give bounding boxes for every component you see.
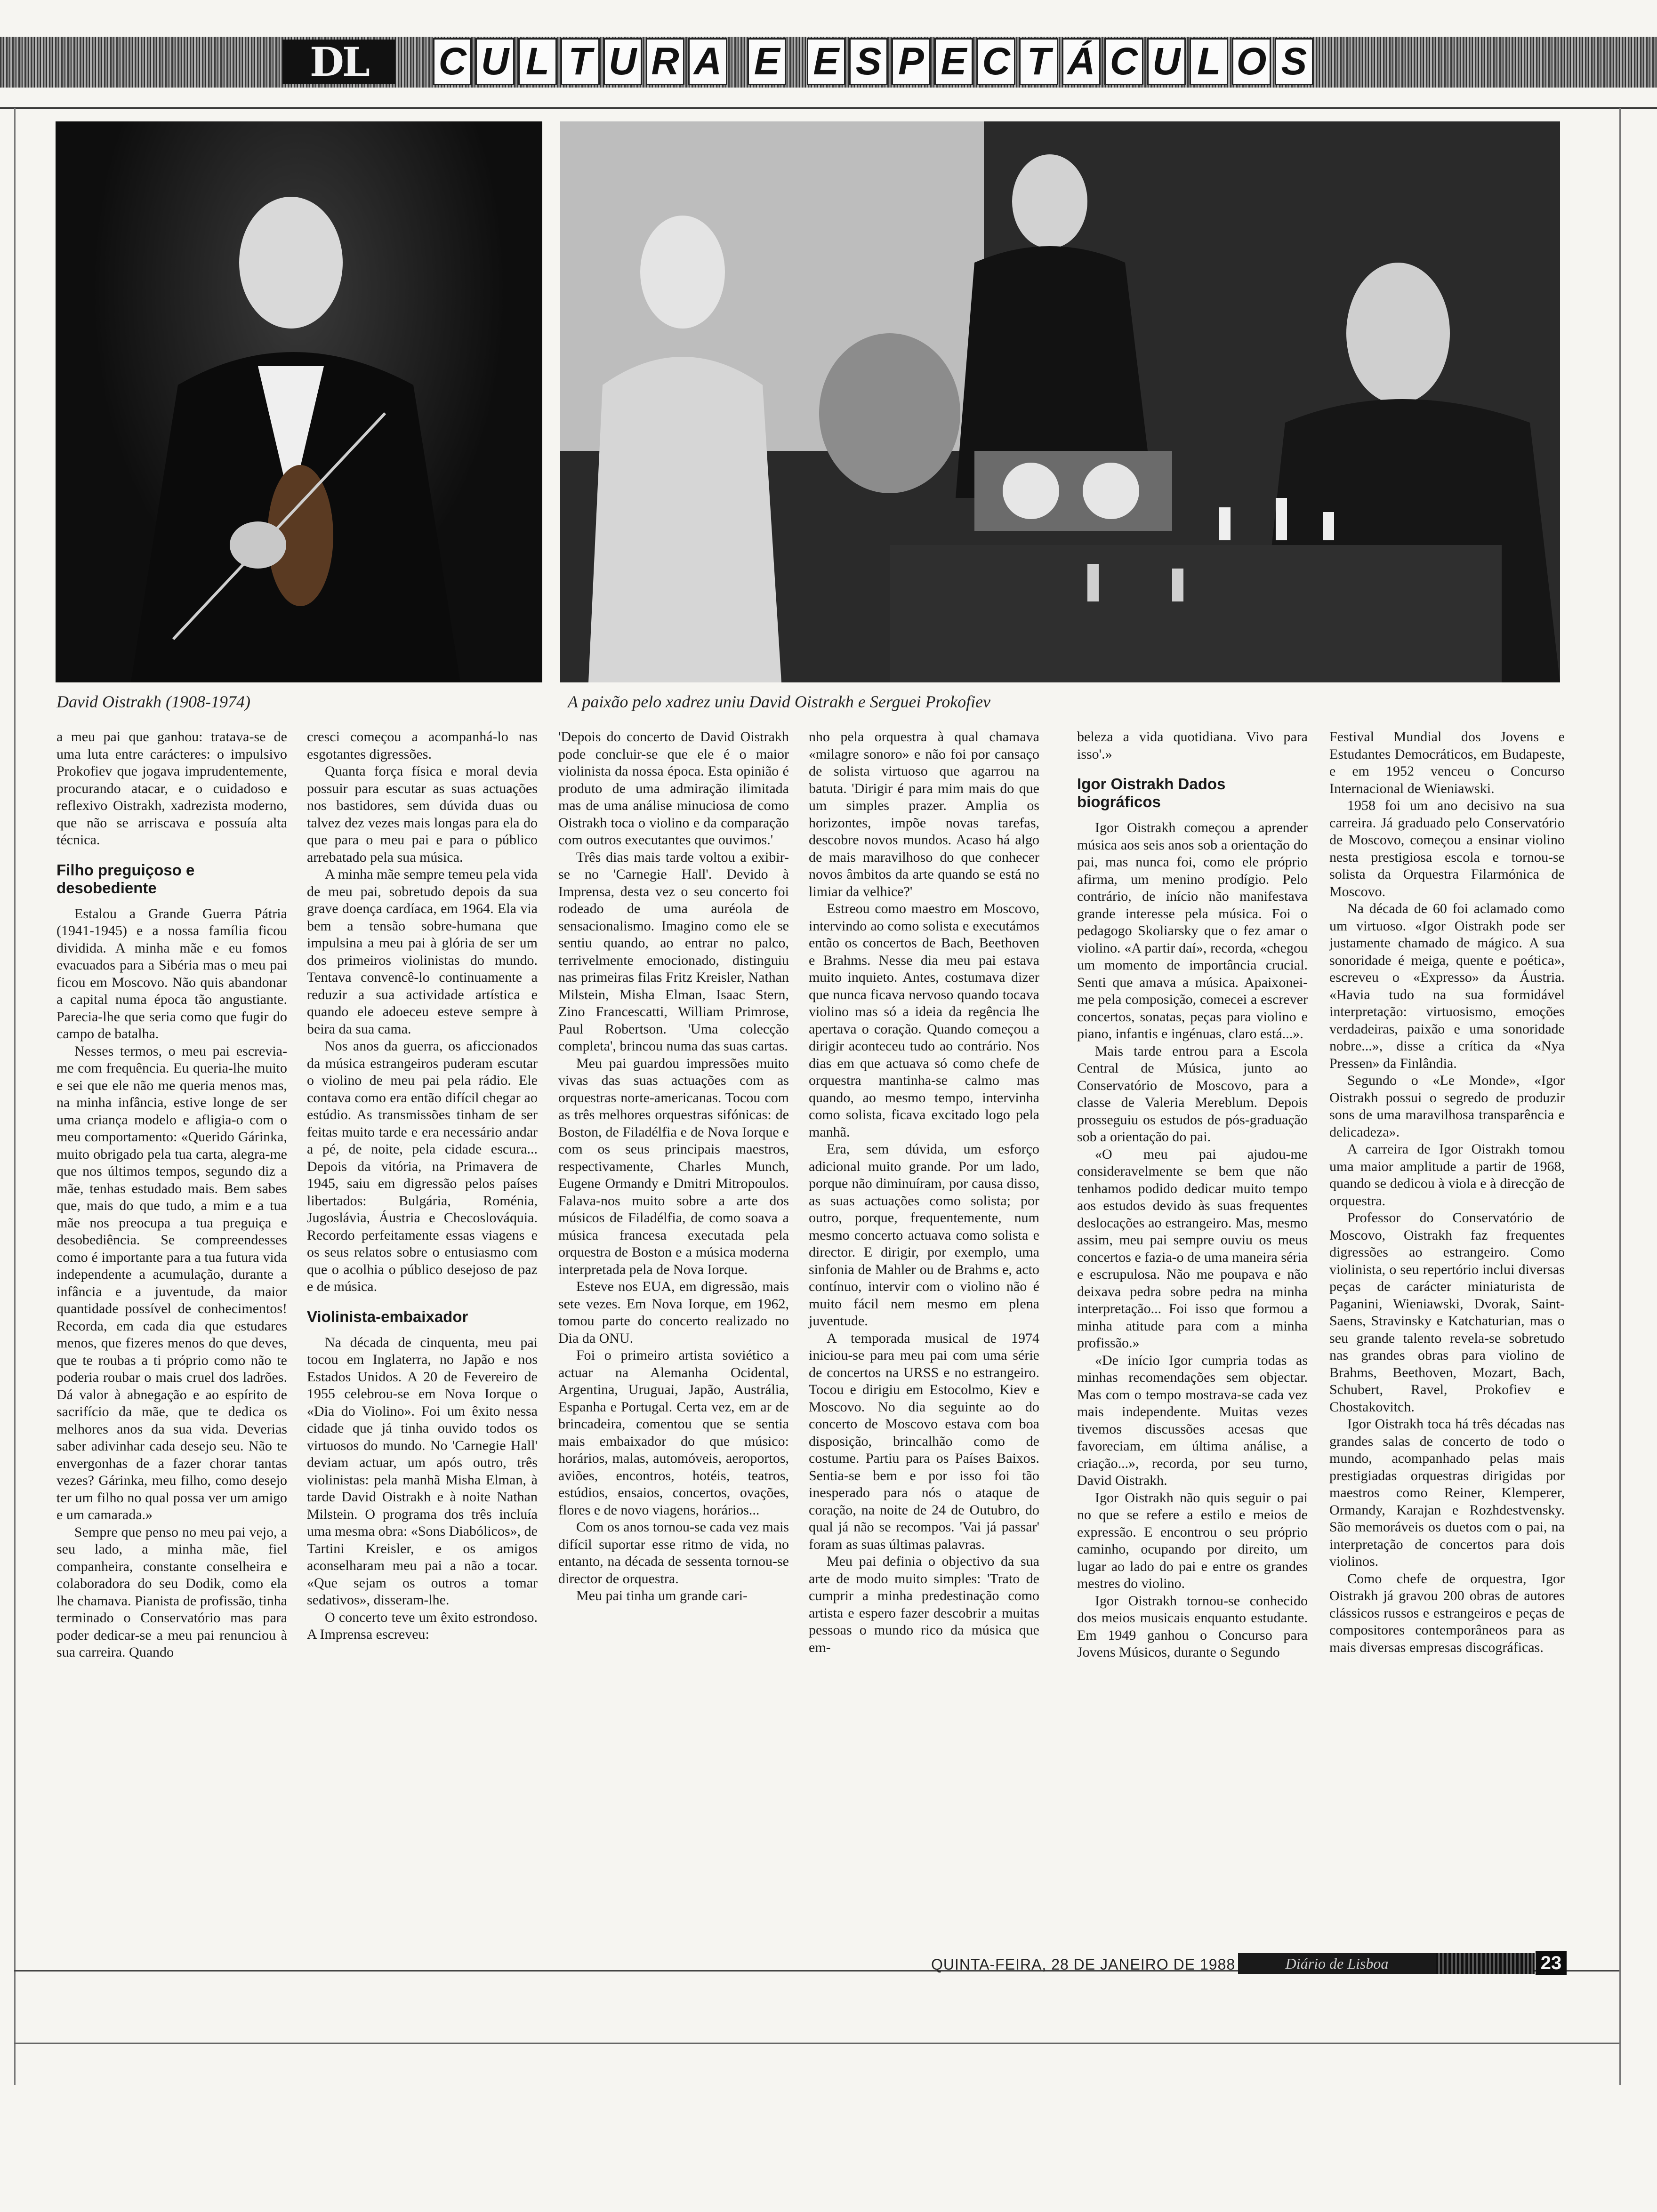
paragraph: Quanta força física e moral devia possuir para escutar as suas actuações nos bastidores, sem dúvida duas ou talvez dez vezes mais longas para ela do que para o meu pai e para o público arrebatado pela sua música. [307, 763, 538, 865]
masthead-rule [0, 107, 1657, 109]
paragraph: Nos anos da guerra, os aficcionados da música estrangeiros puderam escutar o violino de meu pai pela rádio. Ele contava como era então difícil chegar ao estúdio. As transmissões tinham de ser feitas muito tarde e era necessário andar a pé, de noite, pela cidade escura... Depois da vitória, na Primavera de 1945, saiu em digressão pelos países libertados: Bulgária, Roménia, Jugoslávia, Áustria e Checoslováquia. Recordo perfeitamente essas viagens e os seus relatos sobre o entusiasmo com que o acolhia o público desejoso de paz e de música. [307, 1038, 538, 1294]
page-edge-right [1619, 108, 1621, 2085]
paragraph: Igor Oistrakh toca há três décadas nas grandes salas de concerto de todo o mundo, acompanhado pelas mais prestigiadas orquestras dirigidas por maestros como Reiner, Klemperer, Ormandy, Karajan e Rozhdestvensky. São memoráveis os duetos com o pai, na interpretação de concertos para dois violinos. [1329, 1416, 1565, 1569]
section-title-letter: R [646, 38, 684, 85]
paragraph: Segundo o «Le Monde», «Igor Oistrakh possui o segredo de produzir sons de uma maravilhosa transparência e delicadeza». [1329, 1073, 1565, 1140]
caption-left-photo: David Oistrakh (1908-1974) [56, 692, 250, 711]
paragraph: 1958 foi um ano decisivo na sua carreira. Já graduado pelo Conservatório de Moscovo, começou a ensinar violino nesta prestigiosa escola e tornou-se solista da Orquestra Filarmónica de Moscovo. [1329, 798, 1565, 899]
paragraph: 'Depois do concerto de David Oistrakh pode concluir-se que ele é o maior violinista da nossa época. Esta opinião é produto de uma admiração ilimitada mas de uma análise minuciosa de como Oistrakh toca o violino e da comparação com outros executantes que ouvimos.' [558, 729, 789, 848]
section-title-letter: C [1104, 38, 1143, 85]
section-title-letter: C [977, 38, 1015, 85]
paragraph: «O meu pai ajudou-me consideravelmente se bem que não tenhamos podido dedicar muito tempo aos estudos devido às suas frequentes deslocações ao estrangeiro. Mas, mesmo assim, meu pai sempre ouviu os meus concertos e fazia-o de uma maneira séria e escrupulosa. Não me poupava e não deixava pedra sobre pedra na minha interpretação... Foi isso que formou a minha atitude para com a minha profissão.» [1077, 1146, 1308, 1351]
section-title-letter: T [1019, 38, 1058, 85]
section-title-letter: S [849, 38, 888, 85]
section-title-letter: E [748, 38, 786, 85]
section-title-letter: U [603, 38, 642, 85]
paragraph: Meu pai tinha um grande cari- [576, 1588, 748, 1603]
section-title-letter: S [1275, 38, 1313, 85]
section-title-letter: E [807, 38, 845, 85]
photo-david-oistrakh [56, 121, 542, 682]
footer-decorative-band [1436, 1953, 1535, 1974]
paragraph: Nesses termos, o meu pai escrevia-me com frequência. Eu queria-lhe muito e sei que ele não me queria menos mas, na minha infância, estive longe de ser uma criança modelo e afligia-o com o meu comportamento: «Querido Gárinka, muito obrigado pela tua carta, alegra-me que nos últimos tempos, segundo diz a mãe, tenhas estudado mais. Bem sabes que, mais do que tudo, a mim e a tua mãe nos preocupa a tua preguiça e desobediência. Se compreendesses como é importante para a tua futura vida independente a acumulação, durante a infância e a juventude, da maior quantidade possível de conhecimentos! Recorda, em cada dia que estudares menos, que fizeres menos do que deves, que te roubas a ti próprio como não te poderia roubar o mais cruel dos ladrões. Dá valor à abnegação e ao espírito de sacrifício da mãe, que te dedica os melhores anos da sua vida. Deverias saber adivinhar cada desejo seu. Não te envergonhas de a fazer chorar tantas vezes? Gárinka, meu filho, como desejo ter um filho no qual possa ver um amigo e um camarada.» [56, 1043, 287, 1523]
footer-newspaper-name: Diário de Lisboa [1238, 1953, 1436, 1974]
paragraph: Na década de 60 foi aclamado como um virtuoso. «Igor Oistrakh pode ser justamente chamado de mágico. A sua sonoridade é meiga, quente e poética», escreveu o «Expresso» da Áustria. «Havia tudo na sua formidável interpretação: virtuosismo, emoções verdadeiras, paixão e uma sonoridade nobre...», disse a crítica da «Nya Pressen» da Finlândia. [1329, 901, 1565, 1071]
paragraph: Igor Oistrakh tornou-se conhecido dos meios musicais enquanto estudante. Em 1949 ganhou o Concurso para Jovens Músicos, durante o Segundo [1077, 1593, 1308, 1660]
paragraph: cresci começou a acompanhá-lo nas esgotantes digressões. [307, 729, 538, 762]
paragraph: Com os anos tornou-se cada vez mais difícil suportar esse ritmo de vida, no entanto, na década de sessenta tornou-se director de orquestra. [558, 1519, 789, 1587]
newspaper-logo: DL [282, 40, 395, 84]
section-title-letter: E [934, 38, 973, 85]
section-title-letter: T [561, 38, 599, 85]
subheading-violinista-embaixador: Violinista-embaixador [307, 1307, 468, 1325]
page-number: 23 [1536, 1951, 1567, 1975]
paragraph: Três dias mais tarde voltou a exibir-se no 'Carnegie Hall'. Devido à Imprensa, desta vez o seu concerto foi rodeado de uma auréola de sensacionalismo. Imagino como ele se sentiu quando, ao entrar no palco, terrivelmente emocionado, distinguiu nas primeiras filas Fritz Kreisler, Nathan Milstein, Misha Elman, Isaac Stern, Zino Francescatti, William Primrose, Paul Robertson. 'Uma colecção completa', brincou numa das suas cartas. [558, 849, 789, 1054]
paragraph: a meu pai que ganhou: tratava-se de uma luta entre carácteres: o impulsivo Prokofiev que jogava imprudentemente, procurando atacar, e o cuidadoso e reflexivo Oistrakh, xadrezista moderno, que não se arriscava e possuía alta técnica. [56, 729, 287, 848]
article-column-2 [307, 729, 538, 1643]
paragraph: beleza a vida quotidiana. Vivo para isso'.» [1077, 729, 1308, 762]
article-column-3 [558, 729, 789, 1605]
section-title-letter: C [433, 38, 472, 85]
paragraph: Estreou como maestro em Moscovo, intervindo ao como solista e executámos então os concertos de Bach, Beethoven e Brahms. Nesse dia meu pai estava muito inquieto. Antes, costumava dizer que nunca ficava nervoso quando tocava violino mas só a ideia da regência lhe apertava o coração. Quando começou a dirigir aconteceu tudo ao contrário. Nos dias em que actuava só como chefe de orquestra mantinha-se calmo mas quando, ao mesmo tempo, intervinha como solista, ficava excitado logo pela manhã. [809, 901, 1039, 1140]
photo-chess-game [560, 121, 1560, 682]
section-title-letter: U [1147, 38, 1186, 85]
paragraph: Festival Mundial dos Jovens e Estudantes Democráticos, em Budapeste, e em 1952 venceu o Concurso Internacional de Wieniawski. [1329, 729, 1565, 796]
subheading-igor-oistrakh: Igor Oistrakh Dados biográficos [1077, 775, 1226, 810]
section-title-letter: P [892, 38, 930, 85]
paragraph: Professor do Conservatório de Moscovo, Oistrakh faz frequentes digressões ao estrangeiro. Como violinista, o seu repertório inclui diversas peças de carácter miniaturista de Paganini, Wieniawski, Dvorak, Saint-Saens, Stravinsky e Katchaturian, mas o seu grande talento revela-se sobretudo nas grandes obras para violino de Brahms, Beethoven, Mozart, Bach, Schubert, Ravel, Prokofiev e Chostakovitch. [1329, 1210, 1565, 1415]
caption-right-photo: A paixão pelo xadrez uniu David Oistrakh e Serguei Prokofiev [568, 692, 991, 711]
article-column-4 [809, 729, 1039, 1656]
article-column-6 [1329, 729, 1565, 1656]
section-title [433, 39, 1313, 85]
paragraph: Igor Oistrakh não quis seguir o pai no que se refere a estilo e meios de expressão. E encontrou o seu próprio caminho, ocupando por direito, um lugar ao lado do pai e entre os grandes mestres do violino. [1077, 1490, 1308, 1591]
page-edge-left [14, 108, 16, 2085]
article-column-1 [56, 729, 287, 1661]
section-title-letter: U [475, 38, 514, 85]
paragraph: Igor Oistrakh começou a aprender música aos seis anos sob a orientação do pai, mas nunca foi, como ele próprio afirma, um menino prodígio. Pelo contrário, de início não manifestava grande interesse pela música. Foi o pedagogo Skoliarsky que o fez amar o violino. «A partir daí», recorda, «chegou um momento de importância crucial. Senti que amava a música. Apaixonei-me pela composição, comecei a escrever concertos, sonatas, peças para violino e piano, infantis e ingénuas, claro está...». [1077, 820, 1308, 1042]
paragraph: Era, sem dúvida, um esforço adicional muito grande. Por um lado, porque não diminuíram, por causa disso, as suas actuações como solista; por outro, porque, frequentemente, num mesmo concerto actuava como solista e director. E dirigir, por exemplo, uma sinfonia de Mahler ou de Brahms e, acto contínuo, intervir com o violino não é muito fácil nem mesmo em plena juventude. [809, 1141, 1039, 1329]
photo-violinist-illustration [56, 121, 542, 682]
paragraph: Na década de cinquenta, meu pai tocou em Inglaterra, no Japão e nos Estados Unidos. A 20 de Fevereiro de 1955 celebrou-se em Nova Iorque o «Dia do Violino». Foi um êxito nessa cidade que já tinha ouvido todos os virtuosos do mundo. No 'Carnegie Hall' deviam actuar, um após outro, três violinistas: pela manhã Misha Elman, à tarde David Oistrakh e à noite Nathan Milstein. O programa dos três incluía uma mesma obra: «Sons Diabólicos», de Tartini Kreisler, e os amigos aconselharam meu pai a não a tocar. «Que sejam os outros a tomar sedativos», disseram-lhe. [307, 1334, 538, 1608]
paragraph: A minha mãe sempre temeu pela vida de meu pai, sobretudo depois da sua grave doença cardíaca, em 1964. Ela via bem a tensão sobre-humana que impulsina a meu pai à glória de ser um dos primeiros violinistas do mundo. Tentava convencê-lo continuamente a reduzir a sua actividade artística e quando ele adoeceu esteve sempre à beira da sua cama. [307, 866, 538, 1037]
paragraph: A temporada musical de 1974 iniciou-se para meu pai com uma série de concertos na URSS e no estrangeiro. Tocou e dirigiu em Estocolmo, Kiev e Moscovo. No dia seguinte ao do concerto de Moscovo estava com boa disposição, brincalhão como de costume. Partiu para os Países Baixos. Sentia-se bem e por isso foi tão inesperado para nós o ataque de coração, na noite de 24 de Outubro, do qual já não se recompos. 'Vai já passar' foram as suas últimas palavras. [809, 1330, 1039, 1552]
article-column-5 [1077, 729, 1308, 1661]
paragraph: «De início Igor cumpria todas as minhas recomendações sem objectar. Mas com o tempo mostrava-se cada vez mais independente. Muitas vezes tivemos discussões acesas que favoreciam, em última análise, a criação...», recorda, por seu turno, David Oistrakh. [1077, 1352, 1308, 1488]
section-title-letter: L [518, 38, 557, 85]
paragraph: Meu pai definia o objectivo da sua arte de modo muito simples: 'Trato de cumprir a minha predestinação como artista e espero fazer descobrir a muitas pessoas o mundo rico da música que em- [809, 1554, 1039, 1655]
paragraph: nho pela orquestra à qual chamava «milagre sonoro» e não foi por cansaço de solista virtuoso que agarrou na batuta. 'Dirigir é para mim mais do que um simples prazer. Amplia os horizontes, impõe novas tarefas, descobre novos mundos. Acaso há algo de mais maravilhoso do que conhecer novos âmbitos da arte quando se está no limiar da velhice?' [809, 729, 1039, 899]
paragraph: A carreira de Igor Oistrakh tomou uma maior amplitude a partir de 1968, quando se dedicou à viola e à direcção de orquestra. [1329, 1141, 1565, 1209]
section-title-letter: Á [1062, 38, 1101, 85]
paragraph: Esteve nos EUA, em digressão, mais sete vezes. Em Nova Iorque, em 1962, tomou parte do concerto realizado no Dia da ONU. [558, 1279, 789, 1346]
section-masthead [0, 37, 1657, 88]
footer-rule-lower [14, 2043, 1619, 2044]
paragraph: Mais tarde entrou para a Escola Central de Música, junto ao Conservatório de Moscovo, para a classe de Valeria Mereblum. Depois prosseguiu os estudos de pós-graduação sob a orientação do pai. [1077, 1043, 1308, 1145]
section-title-letter: O [1232, 38, 1271, 85]
photo-chess-illustration [560, 121, 1560, 682]
paragraph: Como chefe de orquestra, Igor Oistrakh já gravou 200 obras de autores clássicos russos e estrangeiros e peças de compositores contemporâneos para as mais diversas empresas discográficas. [1329, 1571, 1565, 1655]
footer-date: QUINTA-FEIRA, 28 DE JANEIRO DE 1988 [931, 1956, 1236, 1973]
subheading-filho-preguicoso: Filho preguiçoso e desobediente [56, 861, 195, 897]
paragraph: Foi o primeiro artista soviético a actuar na Alemanha Ocidental, Argentina, Uruguai, Japão, Austrália, Espanha e Portugal. Certa vez, em ar de brincadeira, comentou que se sentia mais embaixador do que músico: horários, malas, automóveis, aeroportos, aviões, encontros, hotéis, teatros, estúdios, ensaios, concertos, ovações, flores e de novo viagens, horários... [558, 1347, 789, 1518]
paragraph: Estalou a Grande Guerra Pátria (1941-1945) e a nossa família ficou dividida. A minha mãe e eu fomos evacuados para a Sibéria mas o meu pai ficou em Moscovo. Não quis abandonar a capital numa época tão angustiante. Parecia-lhe que seria como que fugir do campo de batalha. [56, 906, 287, 1042]
paragraph: O concerto teve um êxito estrondoso. A Imprensa escreveu: [307, 1609, 538, 1642]
paragraph: Meu pai guardou impressões muito vivas das suas actuações com as orquestras norte-americanas. Tocou com as três melhores orquestras sifónicas: de Boston, de Filadélfia e de Nova Iorque e com os seus principais maestros, respectivamente, Charles Munch, Eugene Ormandy e Dmitri Mitropoulos. Falava-nos muito sobre a arte dos músicos de Filadélfia, de como soava a música francesa executada pela orquestra de Boston e a música moderna interpretada pela de Nova Iorque. [558, 1055, 789, 1277]
paragraph: Sempre que penso no meu pai vejo, a seu lado, a minha mãe, fiel companheira, constante conselheira e colaboradora do seu Dodik, como ela lhe chamava. Pianista de profissão, tinha terminado o Conservatório mas para poder dedicar-se a meu pai renunciou à sua carreira. Quando [56, 1524, 287, 1660]
section-title-letter: A [688, 38, 727, 85]
section-title-letter: L [1190, 38, 1228, 85]
